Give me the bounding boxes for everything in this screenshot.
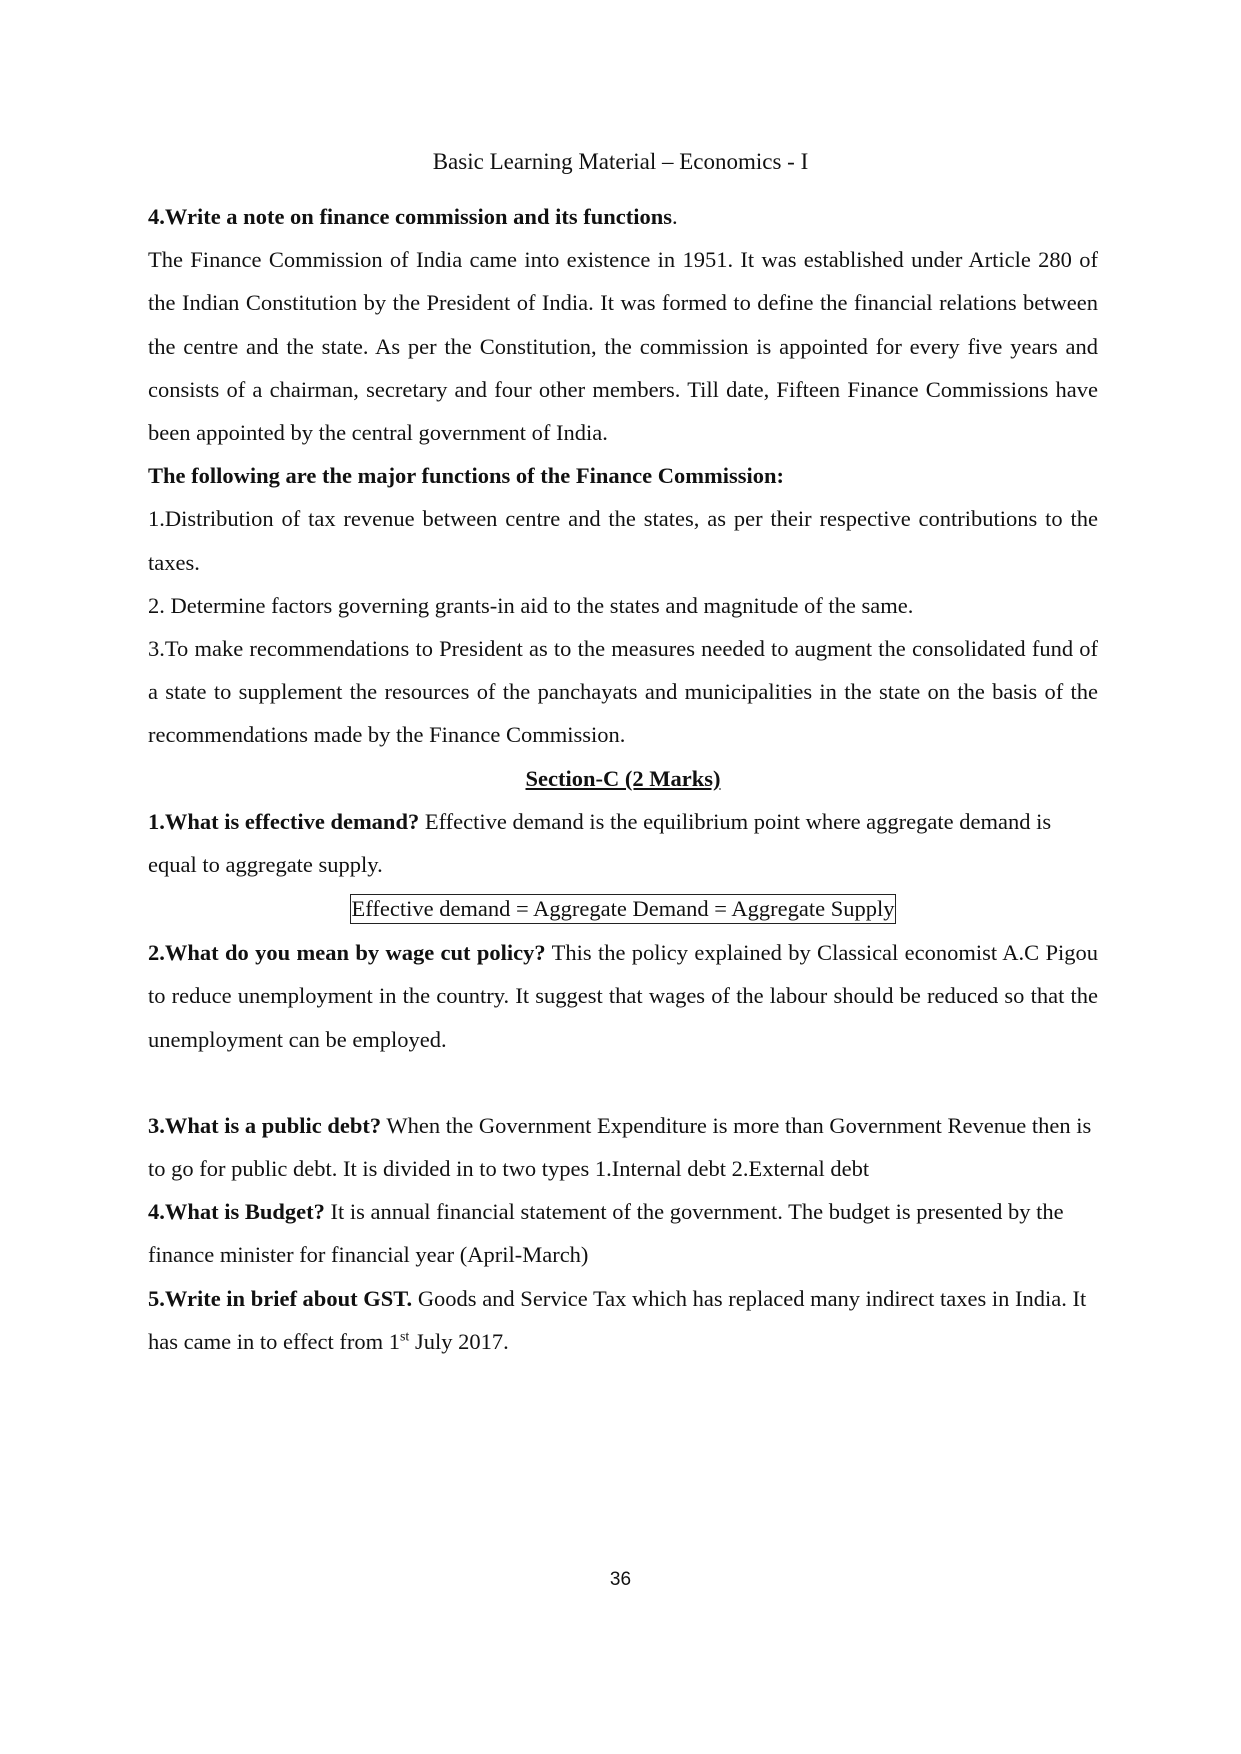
short-question-5-answer-end: July 2017. bbox=[409, 1328, 509, 1354]
short-question-4-title: 4.What is Budget? bbox=[148, 1199, 325, 1225]
effective-demand-formula-box: Effective demand = Aggregate Demand = Aggregate Supply bbox=[350, 894, 897, 924]
short-question-3-title: 3.What is a public debt? bbox=[148, 1112, 382, 1138]
effective-demand-formula-line bbox=[148, 886, 1098, 931]
short-question-2-title: 2.What do you mean by wage cut policy? bbox=[148, 940, 546, 966]
long-question-4-suffix: . bbox=[671, 204, 678, 229]
function-item-1: 1.Distribution of tax revenue between centre and the states, as per their respective contributions to the taxes. bbox=[148, 506, 1098, 575]
functions-heading-text: The following are the major functions of the Finance Commission: bbox=[148, 463, 785, 489]
short-question-3 bbox=[148, 1104, 1098, 1190]
short-question-3-answer: When the Government Expenditure is more than Government Revenue then is to go for public debt. It is divided in to two types 1.Internal debt 2.External debt bbox=[148, 1112, 1092, 1182]
blank-gap bbox=[148, 1061, 1098, 1104]
short-question-1-answer: Effective demand is the equilibrium point where aggregate demand is equal to aggregate supply. bbox=[148, 808, 1052, 878]
section-c-heading bbox=[148, 757, 1098, 800]
short-question-2 bbox=[148, 931, 1098, 1061]
ordinal-superscript: st bbox=[399, 1329, 410, 1345]
short-question-5 bbox=[148, 1277, 1098, 1363]
page-header: Basic Learning Material – Economics - I bbox=[432, 149, 809, 174]
short-question-4-answer: It is annual financial statement of the government. The budget is presented by the finance minister for financial year (April-March) bbox=[148, 1199, 1064, 1268]
short-question-1 bbox=[148, 800, 1098, 886]
page-content bbox=[148, 203, 1098, 1363]
long-question-4 bbox=[148, 195, 1098, 238]
short-question-1-title: 1.What is effective demand? bbox=[148, 808, 420, 834]
short-question-2-answer: This the policy explained by Classical economist A.C Pigou to reduce unemployment in the country. It suggest that wages of the labour should be reduced so that the unemployment can be employed. bbox=[148, 940, 1098, 1052]
finance-commission-paragraph: The Finance Commission of India came into existence in 1951. It was established under Article 280 of the Indian Constitution by the President of India. It was formed to define the financial relations between the centre and the state. As per the Constitution, the commission is appointed for every five years and consists of a chairman, secretary and four other members. Till date, Fifteen Finance Commissions have been appointed by the central government of India. bbox=[148, 247, 1098, 446]
function-item-3: 3.To make recommendations to President as to the measures needed to augment the consolidated fund of a state to supplement the resources of the panchayats and municipalities in the state on the basis of the recommendations made by the Finance Commission. bbox=[148, 636, 1098, 748]
short-question-5-title: 5.Write in brief about GST. bbox=[148, 1285, 413, 1311]
short-question-5-answer-start: Goods and Service Tax which has replaced many indirect taxes in India. It has came in to effect from 1 bbox=[148, 1285, 1087, 1354]
function-item-2: 2. Determine factors governing grants-in aid to the states and magnitude of the same. bbox=[148, 592, 914, 618]
long-question-4-title: 4.Write a note on finance commission and its functions bbox=[148, 204, 672, 229]
short-question-4 bbox=[148, 1190, 1098, 1276]
functions-heading bbox=[148, 454, 1098, 497]
section-c-heading-text: Section-C (2 Marks) bbox=[525, 765, 721, 791]
page-number: 36 bbox=[609, 1569, 632, 1590]
